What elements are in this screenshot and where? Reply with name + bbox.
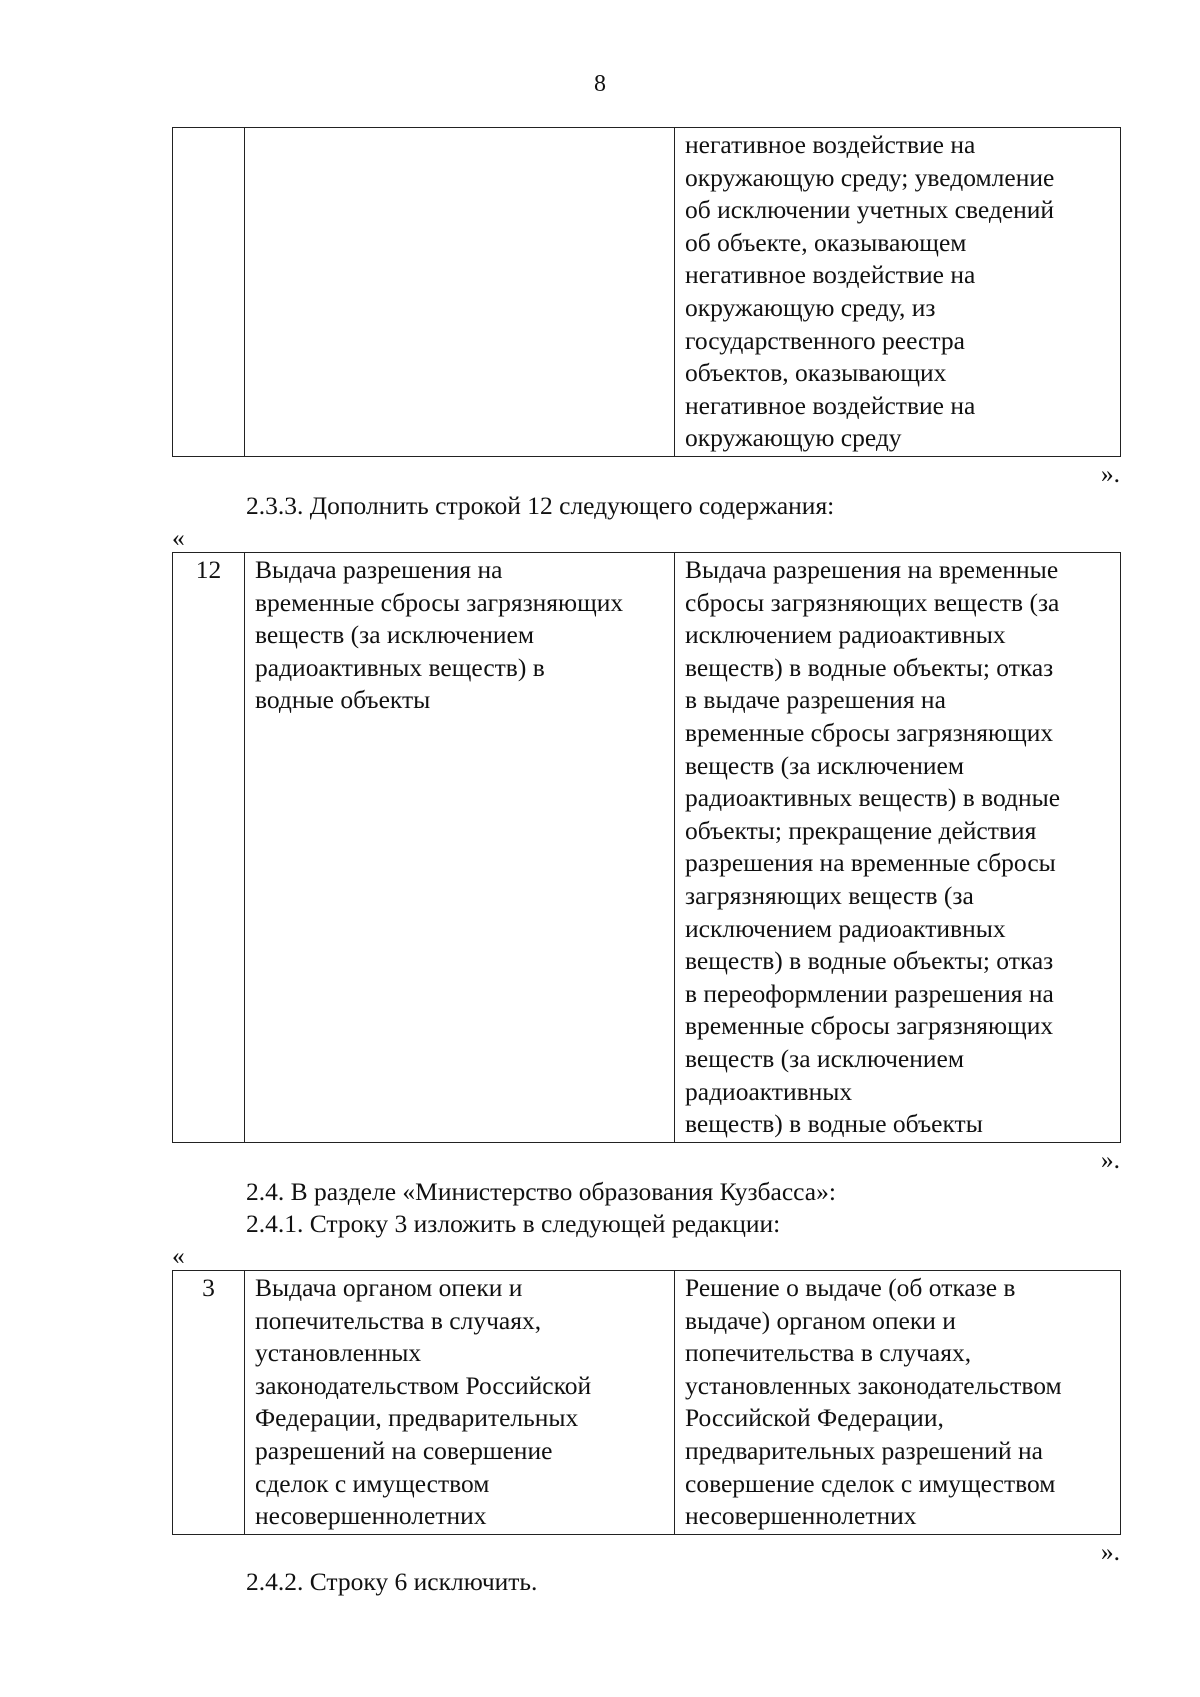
- paragraph-2-4-1: 2.4.1. Строку 3 изложить в следующей редакции:: [246, 1209, 781, 1238]
- table-cell-result: негативное воздействие на окружающую среду; уведомление об исключении учетных сведений об объекте, оказывающем негативное воздействие на окружающую среду, из государственного реестра объектов, оказывающих негативное воздействие на окружающую среду: [675, 128, 1121, 457]
- table-cell-service: Выдача разрешения на временные сбросы загрязняющих веществ (за исключением радиоактивных веществ) в водные объекты: [245, 553, 675, 1143]
- table-row-12: [172, 552, 1121, 1143]
- opening-quote: «: [172, 523, 185, 552]
- table-continued: [172, 127, 1121, 457]
- table-cell-service: Выдача органом опеки и попечительства в случаях, установленных законодательством Российской Федерации, предварительных разрешений на совершение сделок с имуществом несовершеннолетних: [245, 1271, 675, 1535]
- table-row-3: [172, 1270, 1121, 1535]
- table-cell-result: Выдача разрешения на временные сбросы загрязняющих веществ (за исключением радиоактивных веществ) в водные объекты; отказ в выдаче разрешения на временные сбросы загрязняющих веществ (за исключением радиоактивных веществ) в водные объекты; прекращение действия разрешения на временные сбросы загрязняющих веществ (за исключением радиоактивных веществ) в водные объекты; отказ в переоформлении разрешения на временные сбросы загрязняющих веществ (за исключением радиоактивных веществ) в водные объекты: [675, 553, 1121, 1143]
- closing-quote: ».: [1100, 459, 1120, 488]
- table-cell-number: 3: [173, 1271, 245, 1535]
- table-cell-service: [245, 128, 675, 457]
- paragraph-2-4: 2.4. В разделе «Министерство образования Кузбасса»:: [246, 1177, 836, 1206]
- table-cell-number: 12: [173, 553, 245, 1143]
- table-cell-number: [173, 128, 245, 457]
- page-number: 8: [594, 71, 606, 97]
- paragraph-2-3-3: 2.3.3. Дополнить строкой 12 следующего содержания:: [246, 491, 835, 520]
- table-row: [173, 1271, 1121, 1535]
- paragraph-2-4-2: 2.4.2. Строку 6 исключить.: [246, 1567, 538, 1596]
- table-cell-result: Решение о выдаче (об отказе в выдаче) органом опеки и попечительства в случаях, установленных законодательством Российской Федерации, предварительных разрешений на совершение сделок с имуществом несовершеннолетних: [675, 1271, 1121, 1535]
- table-row: [173, 553, 1121, 1143]
- opening-quote: «: [172, 1241, 185, 1270]
- table-row: [173, 128, 1121, 457]
- closing-quote: ».: [1100, 1537, 1120, 1566]
- closing-quote: ».: [1100, 1145, 1120, 1174]
